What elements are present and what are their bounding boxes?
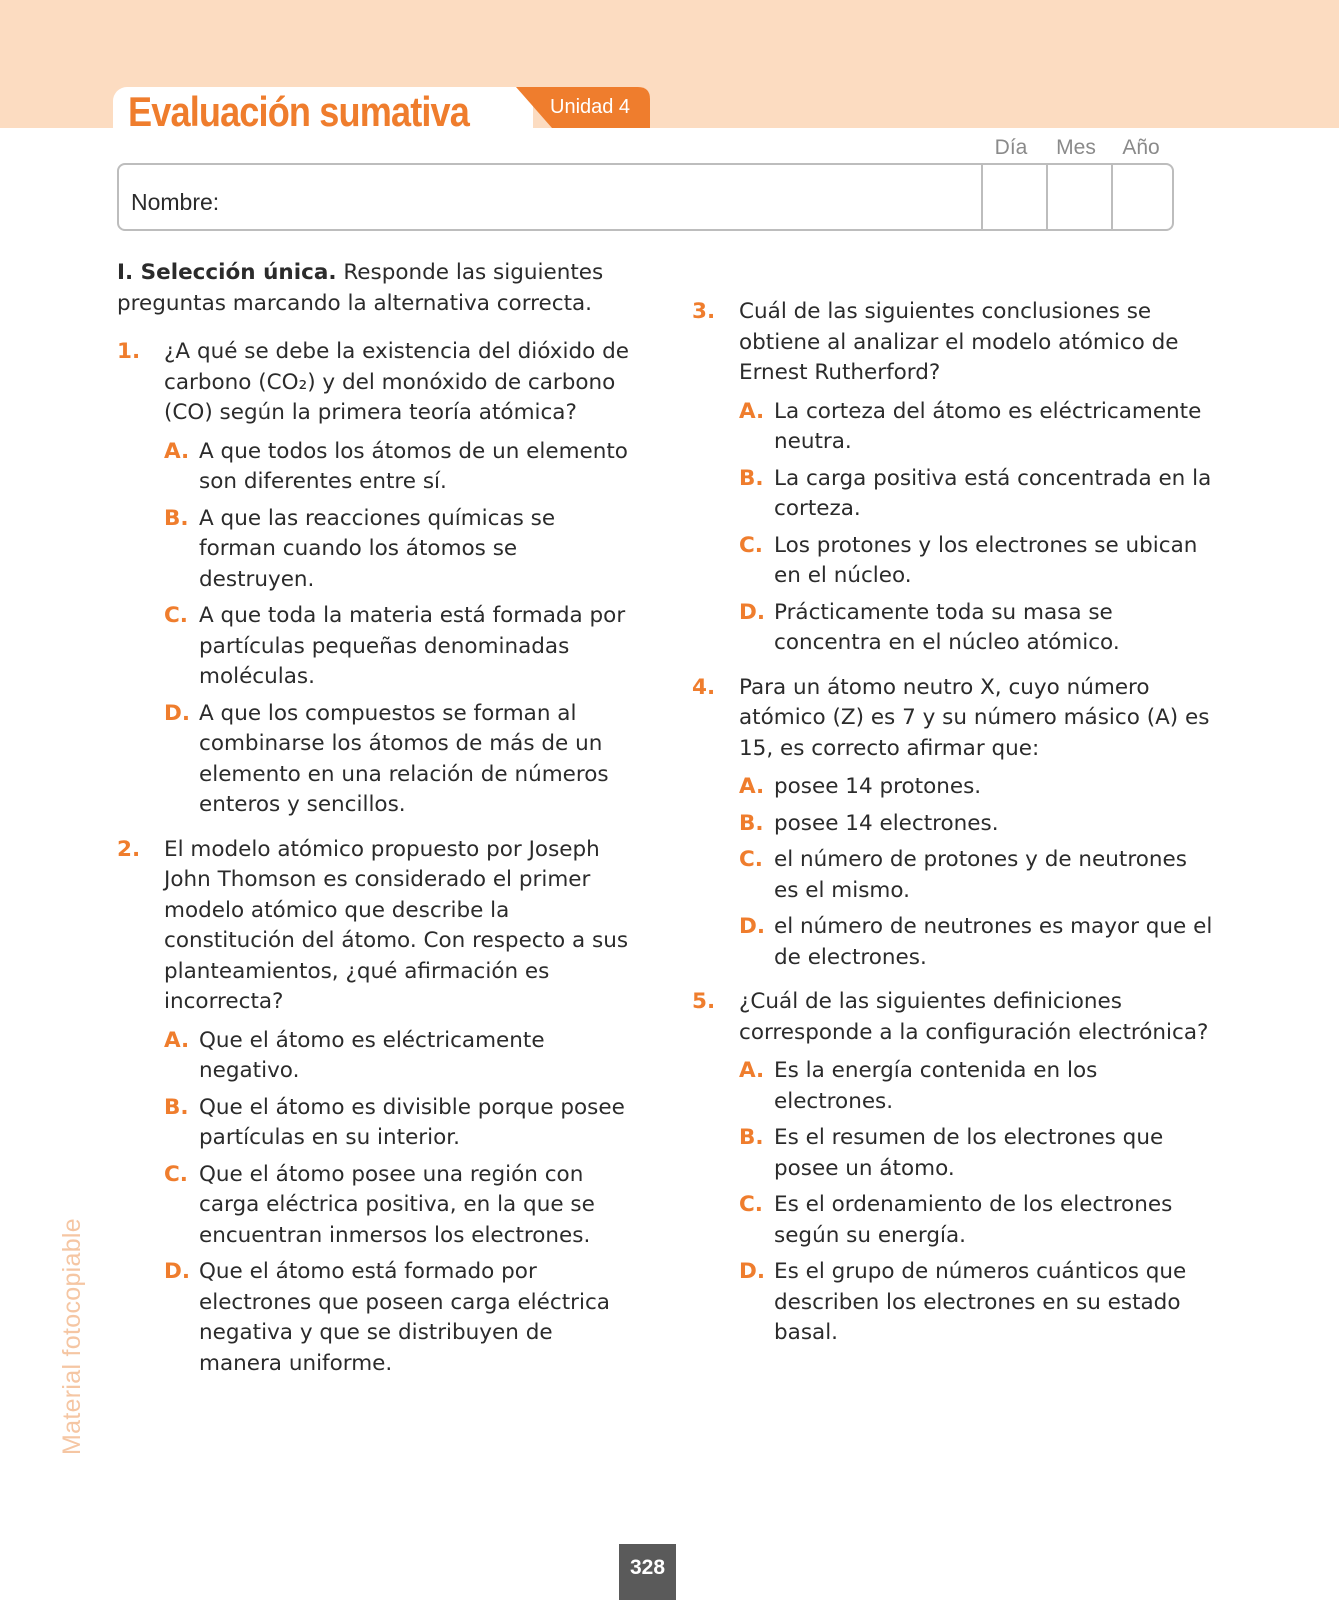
question-3	[692, 297, 1217, 659]
option-text: A que los compuestos se forman al combinarse los átomos de más de un elemento en una relación de números enteros y sencillos.	[199, 700, 609, 817]
option-text: el número de protones y de neutrones es el mismo.	[774, 847, 1187, 903]
side-label: Material fotocopiable	[58, 1218, 86, 1455]
option-c[interactable]	[739, 845, 1217, 906]
option-letter: A.	[739, 398, 765, 424]
date-labels	[978, 136, 1173, 164]
option-letter: A.	[164, 438, 190, 464]
option-d[interactable]	[739, 912, 1217, 973]
option-letter: B.	[739, 1125, 764, 1150]
option-c[interactable]	[164, 1160, 637, 1252]
option-text: A que toda la materia está formada por partículas pequeñas denominadas moléculas.	[199, 603, 626, 689]
name-label: Nombre:	[131, 189, 220, 215]
option-d[interactable]	[739, 598, 1217, 659]
option-d[interactable]	[739, 1257, 1217, 1349]
option-letter: B.	[164, 1094, 189, 1120]
option-text: posee 14 electrones.	[774, 810, 999, 836]
option-d[interactable]	[164, 1257, 637, 1379]
option-letter: C.	[164, 1161, 188, 1187]
option-text: La corteza del átomo es eléctricamente neutra.	[774, 398, 1202, 454]
year-label: Año	[1122, 136, 1160, 159]
option-a[interactable]	[739, 1056, 1217, 1117]
option-b[interactable]	[164, 1093, 637, 1154]
option-letter: C.	[739, 1192, 763, 1217]
option-letter: D.	[739, 1259, 766, 1284]
page-title: Evaluación sumativa	[128, 88, 470, 135]
option-letter: C.	[164, 603, 188, 628]
left-column	[117, 258, 637, 1393]
option-text: Es la energía contenida en los electrones.	[774, 1058, 1098, 1114]
option-letter: B.	[739, 465, 764, 491]
option-letter: B.	[164, 505, 189, 531]
option-text: posee 14 protones.	[774, 774, 982, 799]
question-text: ¿A qué se debe la existencia del dióxido de carbono (CO₂) y del monóxido de carbono (CO) según la primera teoría atómica?	[164, 339, 629, 425]
option-text: el número de neutrones es mayor que el de electrones.	[774, 914, 1213, 970]
section-heading: I. Selección única.	[117, 260, 337, 285]
option-text: Es el grupo de números cuánticos que describen los electrones en su estado basal.	[774, 1259, 1187, 1345]
option-b[interactable]	[164, 504, 637, 596]
option-text: A que las reacciones químicas se forman cuando los átomos se destruyen.	[199, 505, 556, 592]
option-text: Que el átomo es divisible porque posee partículas en su interior.	[199, 1094, 625, 1150]
section-intro	[117, 258, 637, 319]
month-label: Mes	[1056, 136, 1096, 159]
right-column	[692, 297, 1217, 1363]
option-b[interactable]	[739, 464, 1217, 525]
option-a[interactable]	[739, 772, 1217, 803]
question-text: Cuál de las siguientes conclusiones se obtiene al analizar el modelo atómico de Ernest Rutherford?	[739, 299, 1179, 385]
option-text: Que el átomo es eléctricamente negativo.	[199, 1027, 545, 1083]
question-5	[692, 987, 1217, 1349]
option-text: Es el resumen de los electrones que posee un átomo.	[774, 1125, 1164, 1181]
name-field[interactable]	[117, 163, 1174, 231]
question-text: Para un átomo neutro X, cuyo número atómico (Z) es 7 y su número másico (A) es 15, es correcto afirmar que:	[739, 674, 1210, 761]
option-letter: D.	[739, 914, 766, 939]
unit-badge	[516, 87, 656, 128]
question-number: 1.	[117, 339, 141, 364]
option-a[interactable]	[739, 397, 1217, 458]
option-text: Es el ordenamiento de los electrones según su energía.	[774, 1192, 1173, 1248]
day-label: Día	[994, 136, 1028, 159]
option-letter: D.	[164, 700, 191, 726]
option-text: Prácticamente toda su masa se concentra en el núcleo atómico.	[774, 599, 1120, 655]
option-letter: A.	[164, 1027, 190, 1053]
option-c[interactable]	[164, 601, 637, 693]
option-letter: A.	[739, 774, 765, 799]
option-c[interactable]	[739, 531, 1217, 592]
option-text: Que el átomo posee una región con carga eléctrica positiva, en la que se encuentran inmersos los electrones.	[199, 1161, 595, 1248]
page-number-box	[619, 1544, 676, 1600]
question-number: 2.	[117, 836, 141, 862]
option-a[interactable]	[164, 1026, 637, 1087]
option-b[interactable]	[739, 1123, 1217, 1184]
option-b[interactable]	[739, 809, 1217, 840]
option-text: Que el átomo está formado por electrones que poseen carga eléctrica negativa y que se distribuyen de manera uniforme.	[199, 1259, 610, 1376]
unit-label: Unidad 4	[550, 96, 631, 118]
option-letter: B.	[739, 810, 764, 836]
option-text: A que todos los átomos de un elemento son diferentes entre sí.	[199, 438, 628, 494]
option-letter: C.	[739, 847, 763, 872]
month-field[interactable]	[1046, 165, 1112, 229]
year-field[interactable]	[1111, 165, 1177, 229]
question-number: 4.	[692, 674, 716, 700]
question-1	[117, 337, 637, 821]
option-a[interactable]	[164, 437, 637, 498]
option-letter: C.	[739, 532, 763, 558]
question-text: El modelo atómico propuesto por Joseph John Thomson es considerado el primer modelo atómico que describe la constitución del átomo. Con respecto a sus planteamientos, ¿qué afirmación es incorrecta?	[164, 836, 629, 1014]
option-d[interactable]	[164, 699, 637, 821]
option-letter: D.	[739, 599, 766, 625]
page-number: 328	[629, 1556, 666, 1579]
question-number: 5.	[692, 989, 716, 1014]
question-2	[117, 835, 637, 1380]
day-field[interactable]	[981, 165, 1047, 229]
option-letter: A.	[739, 1058, 765, 1083]
option-letter: D.	[164, 1259, 191, 1284]
question-number: 3.	[692, 299, 716, 324]
question-text: ¿Cuál de las siguientes definiciones corresponde a la configuración electrónica?	[739, 989, 1209, 1045]
section-instructions: Responde las siguientes preguntas marcando la alternativa correcta.	[117, 260, 604, 316]
option-text: La carga positiva está concentrada en la corteza.	[774, 465, 1212, 521]
option-text: Los protones y los electrones se ubican en el núcleo.	[774, 532, 1198, 588]
option-c[interactable]	[739, 1190, 1217, 1251]
question-4	[692, 673, 1217, 974]
